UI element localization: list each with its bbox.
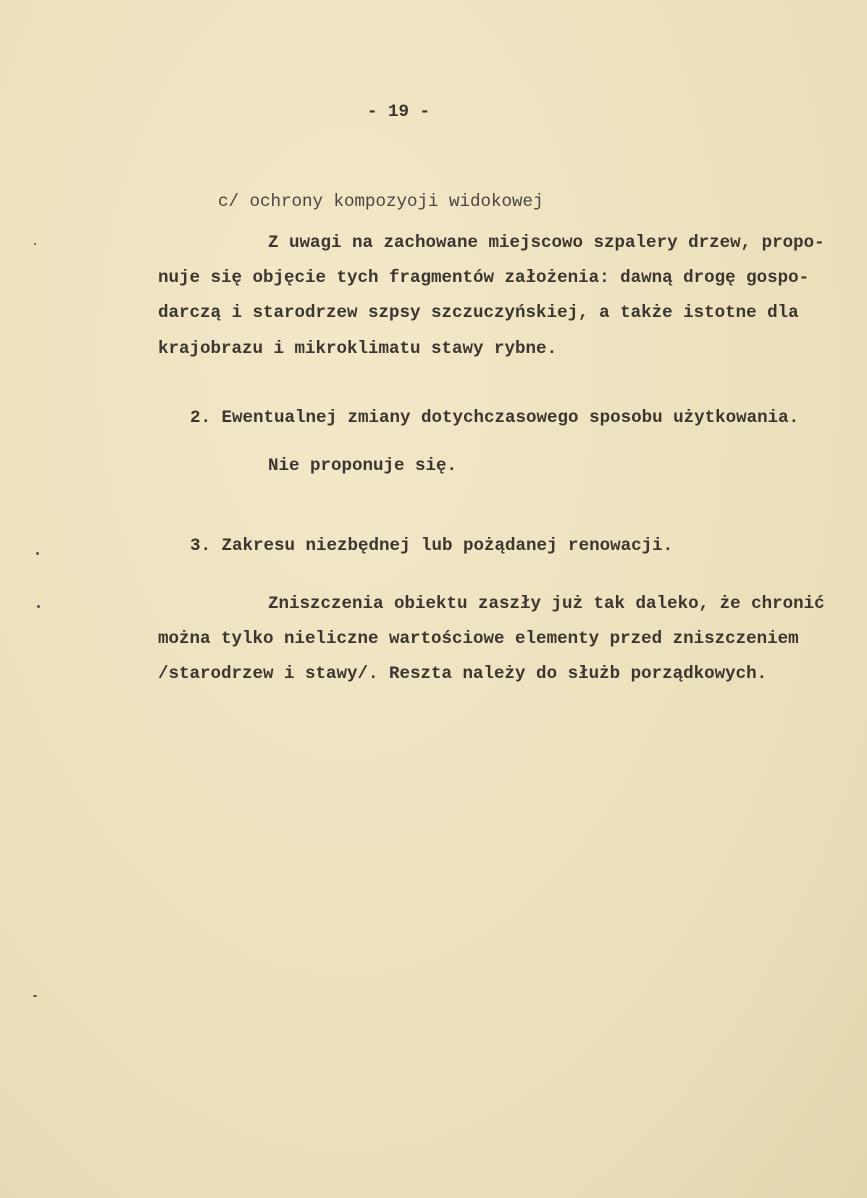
paper-speck: [33, 995, 37, 997]
paragraph-line: Z uwagi na zachowane miejscowo szpalery drzew, propo-: [268, 233, 825, 253]
paragraph-line: Zniszczenia obiektu zaszły już tak daleko, że chronić: [268, 594, 825, 614]
paper-speck: [34, 243, 36, 245]
page-number: - 19 -: [367, 102, 431, 122]
paragraph-line: można tylko nieliczne wartościowe elementy przed zniszczeniem: [158, 629, 799, 649]
paper-speck: [37, 605, 40, 608]
paragraph-line: krajobrazu i mikroklimatu stawy rybne.: [158, 339, 558, 359]
paragraph-line: /starodrzew i stawy/. Reszta należy do służb porządkowych.: [158, 664, 768, 684]
paragraph-line: nuje się objęcie tych fragmentów założenia: dawną drogę gospo-: [158, 268, 810, 288]
section-3-heading: 3. Zakresu niezbędnej lub pożądanej renowacji.: [190, 536, 674, 556]
paper-speck: [36, 552, 39, 555]
section-2-text: Nie proponuje się.: [268, 456, 458, 476]
section-c-heading: c/ ochrony kompozyoji widokowej: [218, 192, 544, 212]
paragraph-line: darczą i starodrzew szpsy szczuczyńskiej, a także istotne dla: [158, 303, 799, 323]
section-2-heading: 2. Ewentualnej zmiany dotychczasowego sposobu użytkowania.: [190, 408, 800, 428]
